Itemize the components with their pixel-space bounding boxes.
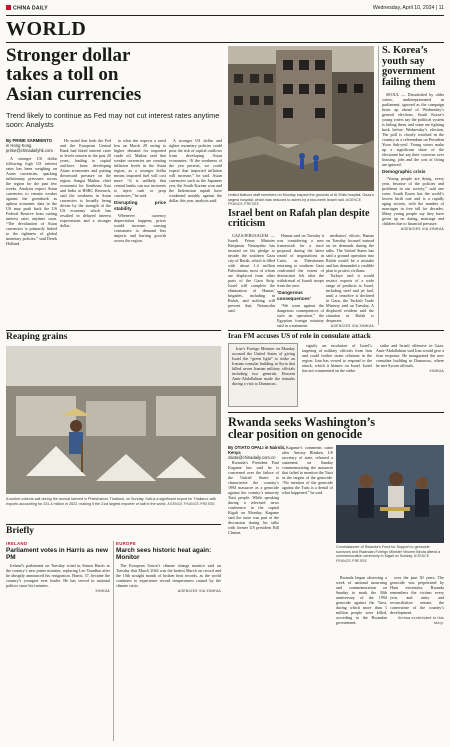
lead-deck: Trend likely to continue as Fed may not cut interest rates anytime soon: Analysts xyxy=(6,111,220,129)
lead-column-2 xyxy=(60,138,111,325)
gaza-col1-text: GAZA/JERUSALEM — Israeli Prime Minister Benjamin Netanyahu has insisted on his pledge to invade the southern Gaza city of Rafah, which is filled with about 1.4 million Palestinians, most of whom are displaced from other parts of the Gaza Strip. Israel will complete the elimination of Hamas’ brigades, including in Rafah, and nothing will prevent that, Netanyahu said. xyxy=(228,233,275,313)
section-rule xyxy=(6,42,444,43)
briefly-rule xyxy=(6,524,221,525)
rwanda-byline-name: By OTIATO OPALI in Nairobi, Kenya xyxy=(228,445,286,456)
brief-2-kicker: EUROPE xyxy=(116,541,137,546)
rice-title: Reaping grains xyxy=(6,332,68,342)
iran-column-1 xyxy=(232,346,295,405)
gaza-col4-text: Turkiye said it would restrict exports of a wide range of products to Israel, including steel and jet fuel, until a ceasefire is declared in Gaza, the Turkish Trade Ministry said on Tuesday. A displaced resident said the situation in Rafah is desperate. xyxy=(326,273,374,323)
lead-byline xyxy=(6,138,60,154)
rwanda-agency: Xinhua contributed to this story. xyxy=(397,616,444,625)
rwanda-caption-credit: AGENCE FRANCE-PRESSE xyxy=(336,554,430,563)
lead-col3b-text: Whenever currency depreciation happens, prices would increase, causing consumers to demand less imports and hurting growth across the region. xyxy=(114,213,166,243)
iran-headline: Iran FM accuses US of role in consulate attack xyxy=(228,332,371,340)
gaza-column-2 xyxy=(277,233,324,328)
brief-1-text: Ireland’s parliament on Tuesday voted in Simon Harris as the country’s new prime minister, replacing Leo Varadkar after he abruptly announced his resignation. Harris, 37, became the country’s youngest ever leader. He has served in national politics since his twenties. xyxy=(6,563,110,588)
korea-column xyxy=(382,92,444,325)
brief-1-kicker: IRELAND xyxy=(6,541,28,546)
rwanda-column-2 xyxy=(282,445,333,743)
gaza-agency: AGENCIES VIA XINHUA xyxy=(330,324,374,328)
brief-2-body xyxy=(116,563,221,743)
iran-column-3 xyxy=(376,343,444,407)
rwanda-col3-text: Rwanda began observing a week of national mourning and commemoration on Sunday to mark the 30th anniversary of the 1994 genocide against the Tutsi, during which more than 1 million people were killed, according to the Rwandan government. xyxy=(336,575,387,625)
brand-logo xyxy=(6,5,48,12)
salt-harvest-illustration xyxy=(6,346,221,494)
rwanda-photo-caption xyxy=(336,545,444,563)
brief-1-body xyxy=(6,563,110,743)
lead-headline xyxy=(6,46,224,104)
masthead xyxy=(6,3,444,15)
korea-subhead: Demographic crisis xyxy=(382,169,426,174)
rice-caption-text: A worker collects salt during the annual harvest in Phetchaburi, Thailand, on Sunday. Salt is a significant export for Thailand, with exports accounting for 331.4 million in 2022, making it the 21st largest exporter of salt in the world. xyxy=(6,497,217,506)
brand-square-icon xyxy=(6,5,11,10)
iran-col3-text: strike and Israeli offensive in Gaza. Amir-Abdollahian said Iran would give a firm response. He inaugurated the new consulate building in Damascus, where he met Syrian officials. xyxy=(376,343,444,368)
korea-headline xyxy=(382,46,444,88)
korea-headline-line: youth say xyxy=(382,55,425,67)
gaza-column-1 xyxy=(228,233,275,325)
rwanda-column-1 xyxy=(228,460,279,743)
brief-2-text: The European Union’s climate change monitor said on Tuesday that March 2024 was the hottest March on record and the 10th straight month of broken heat records, as the world continues to experience record temperatures caused by the climate crisis. xyxy=(116,563,221,588)
briefly-divider xyxy=(113,541,114,741)
gaza-headline: Israel bent on Rafah plan despite criticism xyxy=(228,208,370,230)
korea-agency: AGENCIES VIA XINHUA xyxy=(400,227,444,231)
lead-headline-line: Asian currencies xyxy=(6,83,142,105)
korea-col1-text: SEOUL — Dissatisfied by older voters, underrepresented in parliament, ignored as the campaign heats up ahead of Wednesday’s general elections, South Korea’s young voters say the political system is failing them, and some are fighting back before Wednesday’s election. The poll is closely watched in the country as a referendum on President Yoon Suk-yeol. Young voters make up a significant share of the electorate but say their concerns over housing, jobs and the cost of living are ignored. xyxy=(382,92,444,167)
masthead-rule xyxy=(6,15,444,16)
gaza-hospital-illustration xyxy=(228,46,374,191)
rwanda-headline-line: clear position on genocide xyxy=(228,427,363,442)
lead-col1-text: A stronger US dollar following high US interest rates has been weighing on Asian currencies, sparking inflationary pressures across the region for the past few weeks. Analysts expect Asian currencies to remain weaker against the greenback as upbeat economic data in the US may push back the US Federal Reserve from cutting interest rates anytime soon. “The devaluation of Asian currencies is primarily linked to the tightness of global monetary policies,” said Derek Holland. xyxy=(6,156,57,246)
rwanda-rule xyxy=(228,412,444,413)
korea-headline-line: government xyxy=(382,66,436,78)
lead-subhead: Disrupting price stability xyxy=(114,200,166,211)
rwanda-column-3 xyxy=(336,575,387,743)
iran-agency: XINHUA xyxy=(429,369,444,373)
korea-headline-line: S. Korea’s xyxy=(382,45,428,56)
brand-name: CHINA DAILY xyxy=(13,5,48,12)
gaza-col3b-text: “We warn against the dangerous consequences of such an operation,” the Egyptian foreign ministry said in a statement. xyxy=(277,303,324,328)
rice-caption xyxy=(6,497,221,506)
rwanda-caption-text: Commissioner of Rwanda’s Fund for Support to genocide survivors and Rwandan Foreign Minister Vincent Biruta attend a commemoration ceremony in Kigali on Sunday. xyxy=(336,545,441,558)
iran-col1-text: Iran’s Foreign Minister on Monday accused the United States of giving Israel the “green light” to strike an Iranian consular building in Syria that killed seven Iranian military officials including two generals. Hossein Amir-Abdollahian made the remarks during a visit to Damascus. xyxy=(232,346,295,386)
gaza-col2-text: Hamas said on Tuesday it was considering a new framework for a truce proposal during the latest round of negotiations in Cairo, as Palestinians returning to southern Gaza confronted the extent of destruction left after the withdrawal of Israeli troops from the area. xyxy=(277,233,324,288)
lead-byline-name: By PRIME SARMIENTO xyxy=(6,138,52,143)
iran-column-2 xyxy=(302,343,372,407)
lead-col4-text: A stronger US dollar and tighter monetary policies could pose the risk of capital outflows from developing Asian economies. “If the weakness of the yen persists, we could expect that imported inflation will increase,” he said. Asian currencies such as the Japanese yen, the South Korean won and the Indonesian rupiah have weakened notably against the dollar this year, analysts said. xyxy=(169,138,222,203)
brief-2-headline: March sees historic heat again: Monitor xyxy=(116,547,212,561)
lead-column-1 xyxy=(6,156,57,325)
lead-headline-line: takes a toll on xyxy=(6,64,119,86)
rwanda-col4-text: over the past 30 years. The genocide was perpetrated by Hutu extremists. Rwanda remembers the victims every year, and unity and reconciliation remain the cornerstone of the country’s development. xyxy=(390,575,444,615)
rice-caption-credit: AGENCE FRANCE-PRESSE xyxy=(167,501,215,506)
brief-1-headline: Parliament votes in Harris as new PM xyxy=(6,547,108,561)
rwanda-col1-text: Rwanda’s President Paul Kagame has said he is concerned over the failure of the United States to characterise the country’s 1994 massacre as a genocide against the country’s minority Tutsi people. While speaking during a televised news conference in the capital Kigali on Monday, Kagame said the issue was part of the discussion during his talks with former US president Bill Clinton. xyxy=(228,460,279,535)
brief-1-agency: XINHUA xyxy=(95,589,110,593)
rwanda-headline xyxy=(228,416,444,441)
lead-col2-text: He noted that both the Fed and the European Central Bank had hiked interest rates to levels unseen in the past 20 years, leading to capital outflows from developing Asian economies and putting downward pressure on the region. Sangat Mathur, chief economist for Southeast Asia and India at HSBC Research, said the weakness in Asian currencies is broadly being driven by the strength of the US economy which has resulted in delayed interest expectations and a stronger dollar. xyxy=(60,138,111,228)
korea-headline-line: failing them xyxy=(382,76,436,88)
page-date: Wednesday, April 10, 2024 | 11 xyxy=(372,5,444,11)
lead-byline-email[interactable]: prime@chinadailyhk.com xyxy=(6,148,53,154)
rwanda-byline-email[interactable]: otiato@chinadaily.com.cn xyxy=(228,455,276,461)
lead-column-3 xyxy=(114,138,166,325)
gaza-hospital-photo xyxy=(228,46,374,191)
gaza-subhead: ‘Dangerous consequences’ xyxy=(277,290,311,301)
rwanda-ceremony-illustration xyxy=(336,445,444,543)
gaza-col3-text: mediators’ efforts, Hamas on Tuesday focused instead on its demands during the talks. The United States has said a ground operation into Rafah would be a mistake and has demanded a credible plan to protect civilians. xyxy=(326,233,374,273)
lead-headline-line: Stronger dollar xyxy=(6,45,131,66)
gaza-caption-credit: AGENCE FRANCE-PRESSE xyxy=(228,197,362,206)
gaza-photo-caption xyxy=(228,193,374,207)
lead-byline-location: in Hong Kong xyxy=(6,143,32,149)
rwanda-col2-text: Kagame’s comments came after Antony Blinken, US secretary of state, released a statement on Sunday commemorating the massacre that failed to mention the Tutsi as the targets of the genocide. “No mention of the genocide against the Tutsi is a denial of what happened,” he said. xyxy=(282,445,333,495)
rwanda-ceremony-photo xyxy=(336,445,444,543)
rice-rule xyxy=(6,330,221,331)
korea-divider xyxy=(378,46,379,325)
briefly-title: Briefly xyxy=(6,526,34,536)
rwanda-headline-line: Rwanda seeks Washington’s xyxy=(228,415,375,429)
iran-sidebar-box xyxy=(228,343,298,407)
gaza-column-3 xyxy=(326,233,374,328)
korea-col2-text: “Young people are dying, every year, because of the policies and problems in our society,” said one voter. South Korea has the world’s lowest birth rate and is a rapidly aging society, with the number of marriages in free fall for decades. Many young people say they have given up on dating, marriage and children due to financial pressure. xyxy=(382,176,444,226)
gaza-caption-text: United Nations staff members on Monday inspect the grounds of Al Shifa hospital, Gaza’s largest hospital, which was reduced to ashes by a two-week Israeli raid. xyxy=(228,193,374,202)
rwanda-column-4 xyxy=(390,575,444,743)
iran-rule xyxy=(228,330,444,331)
lead-column-4 xyxy=(169,138,222,325)
salt-harvest-photo xyxy=(6,346,221,494)
iran-col2-text: signify an escalation of Israel’s targeting of military officials from Iran and could further strain relations in the region. Iran has vowed to respond to the attack, which it blames on Israel. Israel has not commented on the strike. xyxy=(302,343,372,373)
brief-2-agency: AGENCIES VIA XINHUA xyxy=(177,589,221,593)
section-title: WORLD xyxy=(6,18,87,40)
lead-col3-text: to what she expects a rated less on March 29 owing to higher demand for imported crude oil. Mathur said that weaker currencies are creating inflation levels in the Asian region, as a stronger dollar means imported fuel will cost more. “It is unlikely that central banks can use increases to inject cash or prop currencies,” he said. xyxy=(114,138,166,198)
